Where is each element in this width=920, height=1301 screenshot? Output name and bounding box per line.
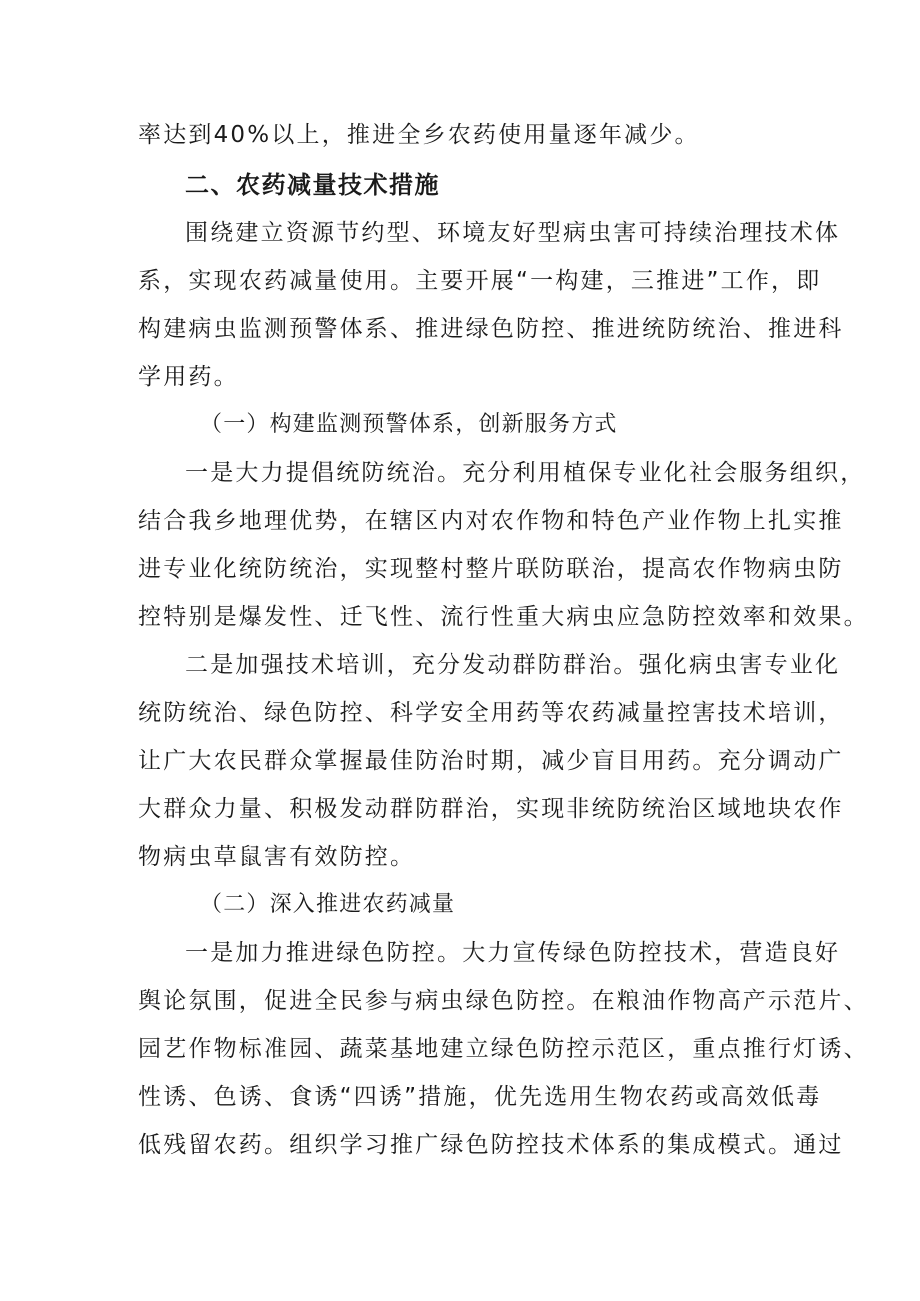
paragraph-line: 园艺作物标准园、蔬菜基地建立绿色防控示范区，重点推行灯诱、 [138, 1036, 869, 1062]
paragraph-line: 系，实现农药减量使用。主要开展“一构建，三推进”工作，即 [138, 268, 822, 294]
paragraph-line: 舆论氛围，促进全民参与病虫绿色防控。在粮油作物高产示范片、 [138, 988, 869, 1014]
paragraph-line: 结合我乡地理优势，在辖区内对农作物和特色产业作物上扎实推 [138, 508, 844, 534]
section-heading: 二、农药减量技术措施 [185, 171, 440, 199]
paragraph-line: 让广大农民群众掌握最佳防治时期，减少盲目用药。充分调动广 [138, 748, 844, 774]
subsection-heading: （一）构建监测预警体系，创新服务方式 [200, 412, 618, 437]
paragraph-line: 围绕建立资源节约型、环境友好型病虫害可持续治理技术体 [185, 220, 841, 246]
paragraph-line: 低残留农药。组织学习推广绿色防控技术体系的集成模式。通过 [138, 1132, 844, 1158]
paragraph-line: 控特别是爆发性、迁飞性、流行性重大病虫应急防控效率和效果。 [138, 604, 869, 630]
paragraph-line: 物病虫草鼠害有效防控。 [138, 844, 416, 870]
paragraph-line: 一是大力提倡统防统治。充分利用植保专业化社会服务组织， [185, 460, 866, 486]
paragraph-line: 统防统治、绿色防控、科学安全用药等农药减量控害技术培训， [138, 700, 844, 726]
paragraph-line: 一是加力推进绿色防控。大力宣传绿色防控技术，营造良好 [185, 940, 841, 966]
paragraph-line: 大群众力量、积极发动群防群治，实现非统防统治区域地块农作 [138, 796, 844, 822]
paragraph-line: 二是加强技术培训，充分发动群防群治。强化病虫害专业化 [185, 652, 841, 678]
subsection-heading: （二）深入推进农药减量 [200, 892, 456, 917]
paragraph-line: 学用药。 [138, 364, 239, 390]
paragraph-line: 构建病虫监测预警体系、推进绿色防控、推进统防统治、推进科 [138, 316, 844, 342]
paragraph-line: 性诱、色诱、食诱“四诱”措施，优先选用生物农药或高效低毒 [138, 1084, 822, 1110]
paragraph-line: 进专业化统防统治，实现整村整片联防联治，提高农作物病虫防 [138, 556, 844, 582]
paragraph-line: 率达到40%以上，推进全乡农药使用量逐年减少。 [138, 122, 700, 148]
